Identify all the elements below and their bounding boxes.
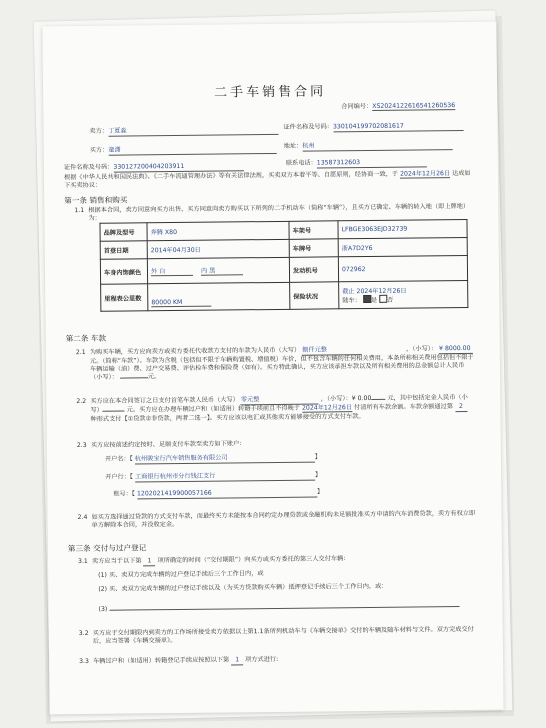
- color-label: 车身内饰颜色: [100, 259, 147, 284]
- contract-title: 二手车销售合同: [214, 84, 327, 101]
- mileage-label: 里程表公里数: [101, 284, 148, 311]
- buyer-id-row: 证件名称及号码：330127200404203911: [64, 162, 244, 173]
- clause-3-2-text: 买方应于交付期限内到卖方的工作场所接受卖方依据以上第1.1条所列机动车与《车辆交接单》交付的车辆及随车材料与文件。双方完成交付后，应当签署《车辆交接单》。: [92, 625, 474, 645]
- article-2-heading: 第二条 车款: [65, 333, 107, 344]
- mileage-value: 80000 KM: [148, 282, 290, 310]
- insurance-label: 保险状况: [290, 282, 339, 310]
- delivery-option-3: (3): [98, 602, 459, 614]
- clause-1-1-number: 1.1: [74, 206, 85, 215]
- account-name-row: 开户名：【 杭州骏宝行汽车销售服务有限公司 】: [104, 453, 321, 463]
- plate-value: 浙A7D2Y6: [338, 237, 467, 256]
- clause-1-1-text: 根据本合同，卖方同意向买方出售、买方同意向卖方购买以下所列的二手机动车（简称“车辆”），且买方已确定、车辆的转入地（即上牌地）为：: [88, 202, 470, 222]
- delivery-option-1: (1) 买、卖双方完成车辆的过户登记手续后三个工作日内，或: [98, 570, 264, 579]
- clause-3-3-text: 车辆过户和（如适用）转籍登记手续应按照以下第 1 项方式进行:: [93, 655, 279, 665]
- brand-label: 品牌及型号: [100, 223, 147, 241]
- preamble: 根据《中华人民共和国民法典》、《二手车流通管理办法》等有关法律法规，买卖双方本着平等、自愿原则，经协商一致，于 2024年12月26日 达成如下买卖协议：: [63, 169, 471, 190]
- seller-id-row: 证件名称及号码：330104199702081617: [283, 122, 463, 133]
- checkbox-no[interactable]: [379, 295, 387, 303]
- engine-label: 发动机号: [289, 257, 338, 283]
- clause-2-3-text: 买方应按前述约定按时、足额支付车款至卖方如下账户：: [90, 440, 246, 449]
- clause-3-2-number: 3.2: [78, 629, 89, 638]
- clause-2-2-text: 买方应在本合同签订之日支付首笔车款人民币（大写） 零元整 ，（小写）：¥ 0.00 元，其中包括定金人民币（小写） 元。买方应在办理车辆过户和（如适用）转籍手续前且不得晚于 2024年12月26日 付清所有车款余额。车款余额通过第 2 种形式支付【①贷款②非贷款，两者二选一】。买方应该以电汇或其他卖方能够接受的方式支付车款。: [90, 393, 468, 423]
- clause-3-1-number: 3.1: [77, 557, 88, 566]
- seller-row: 卖方：丁夏淼: [89, 126, 278, 137]
- contract-number: 合同编号：XS2024122616541260536: [341, 102, 456, 111]
- article-3-heading: 第三条 交付与过户登记: [67, 543, 147, 554]
- account-number-row: 账号：【 1202021419900057166 】: [113, 488, 324, 498]
- delivery-option-2: (2) 买、卖双方完成车辆的过户登记手续以及（为买方贷款购买车辆）抵押登记手续后三个工作日内，或：: [98, 582, 388, 593]
- engine-value: 072962: [338, 255, 467, 281]
- clause-2-1-number: 2.1: [75, 348, 86, 357]
- vin-value: LFBGE3063EJD32739: [338, 219, 467, 238]
- insurance-value: 截止 2024年12月26日 陆车： 是 否: [339, 280, 468, 308]
- clause-2-4-text: 如买方选择通过贷款的方式支付车款，而最终买方未能按本合同约定办理贷款或金融机构未足额批准买方申请的汽车消费贷款，卖方有权立即单方解除本合同，并没收定金。: [91, 509, 476, 529]
- plate-label: 车牌号: [289, 239, 338, 258]
- color-value: 外 白 内 黑: [147, 257, 289, 283]
- checkbox-yes[interactable]: [363, 295, 371, 303]
- clause-3-1-text: 卖方应当于以下第 1 项所确定的时间（“交付期限”）向买方或买方委托的第三人交付车辆：: [91, 555, 350, 565]
- article-1-heading: 第一条 销售和购买: [64, 195, 128, 206]
- buyer-row: 买方：童潇: [90, 145, 277, 156]
- clause-2-3-number: 2.3: [76, 441, 87, 450]
- contract-page: [42, 22, 503, 715]
- clause-2-1-text: 为购买车辆，买方应向卖方或卖方委托代收款方支付的车款为人民币（大写） 捌仟元整 ，（小写）： ¥ 8000.00元。（简称“车款”）。车款为含税（包括但不限于车辆购置税、增值税）车价，但不包含车辆的任何相关费用，本条所称相关费用包括但不限于车辆运输（油）费、过户交易费、评估检车费和保险费（如有）。买方特此确认，买方应该承担车款以及所有相关费用的总金额总计人民币（小写）： 元。: [89, 344, 474, 381]
- reg-date-value: 2014年04月30日: [147, 239, 289, 258]
- buyer-address-row: 地址：杭州: [284, 141, 453, 152]
- buyer-phone-row: 联系电话：13587312603: [286, 158, 427, 168]
- clause-2-4-number: 2.4: [77, 513, 88, 522]
- bank-row: 开户行：【 工商银行杭州市分行钱江支行 】: [105, 471, 322, 481]
- vin-label: 车架号: [289, 221, 338, 240]
- reg-date-label: 首登日期: [100, 241, 147, 259]
- clause-2-2-number: 2.2: [76, 397, 87, 406]
- brand-value: 奔腾 X80: [147, 221, 289, 240]
- vehicle-info-table: [99, 219, 468, 312]
- clause-3-3-number: 3.3: [79, 657, 89, 666]
